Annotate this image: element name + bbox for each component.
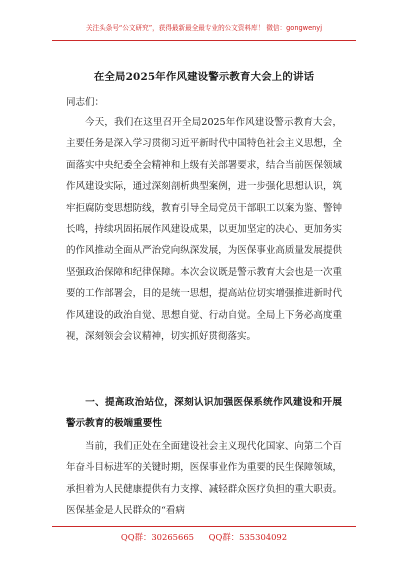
header-divider	[52, 40, 356, 41]
footer-contacts	[0, 531, 408, 543]
paragraph-intro: 今天，我们在这里召开全局2025年作风建设警示教育大会，主要任务是深入学习贯彻习近平新时代中国特色社会主义思想，全面落实中央纪委全会精神和上级有关部署要求，结合当前医保领域作风建设实际，通过深刻剖析典型案例，进一步强化思想认识，筑牢拒腐防变思想防线，教育引导全局党员干部职工以案为鉴、警钟长鸣，持续巩固拓展作风建设成果，以更加坚定的决心、更加务实的作风推动全面从严治党向纵深发展，为医保事业高质量发展提供坚强政治保障和纪律保障。本次会议既是警示教育大会也是一次重要的工作部署会，目的是统一思想，提高站位切实增强推进新时代作风建设的政治自觉、思想自觉、行动自觉。全局上下务必高度重视，深刻领会会议精神，切实抓好贯彻落实。	[66, 117, 342, 343]
footer-qq-group-2: QQ群：535304092	[208, 532, 288, 542]
footer-qq-group-1: QQ群：30265665	[120, 532, 194, 542]
header-banner: 关注头条号“公文研究”，获得最新最全最专业的公文资料库！ 微信：gongwenyj	[85, 24, 323, 32]
document-title: 在全局2025年作风建设警示教育大会上的讲话	[93, 71, 315, 83]
footer-divider	[52, 526, 356, 527]
section-heading-1: 一、提高政治站位，深刻认识加强医保系统作风建设和开展警示教育的极端重要性	[66, 397, 342, 430]
paragraph-section-1: 当前，我们正处在全面建设社会主义现代化国家、向第二个百年奋斗目标进军的关键时期，医保事业作为重要的民生保障领域，承担着为人民健康提供有力支撑、减轻群众医疗负担的重大职责。医保基金是人民群众的“看病	[66, 441, 342, 517]
salutation: 同志们：	[66, 97, 105, 108]
